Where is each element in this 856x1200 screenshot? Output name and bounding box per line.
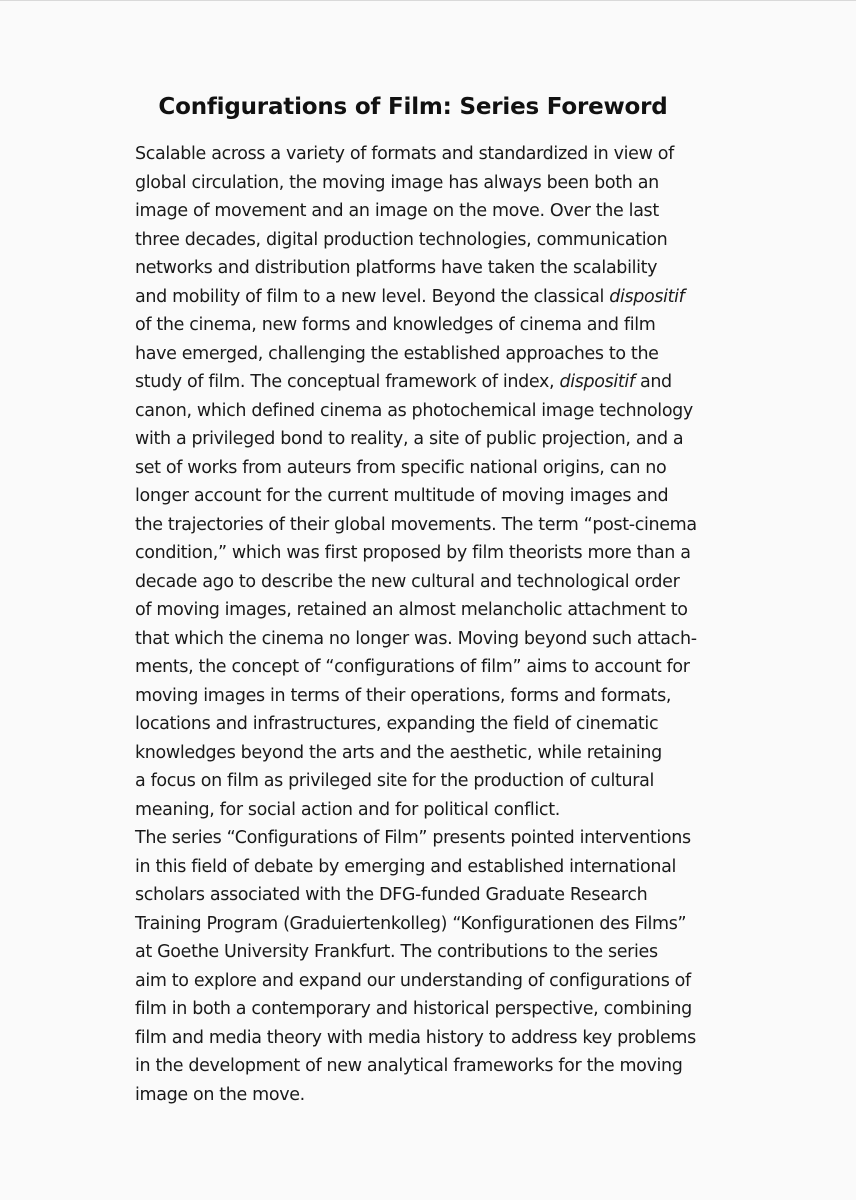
text-run: networks and distribution platforms have taken the scalability <box>135 258 658 278</box>
text-run: three decades, digital production technologies, communication <box>135 229 668 250</box>
text-run: Training Program (Graduiertenkolleg) “Konfigurationen des Films” <box>135 913 687 934</box>
text-line <box>135 425 725 454</box>
text-run: image of movement and an image on the move. Over the last <box>135 201 659 221</box>
text-line <box>135 710 725 739</box>
text-run: film in both a contemporary and historical perspective, combining <box>135 999 692 1019</box>
text-line <box>135 881 725 910</box>
text-line <box>135 682 725 711</box>
text-line <box>135 767 725 796</box>
text-run: that which the cinema no longer was. Moving beyond such attach- <box>135 628 697 649</box>
text-run: decade ago to describe the new cultural and technological order <box>135 571 680 592</box>
paragraph <box>135 140 725 824</box>
text-run: of the cinema, new forms and knowledges of cinema and film <box>135 315 656 335</box>
text-run: Scalable across a variety of formats and standardized in view of <box>135 144 674 164</box>
text-line <box>135 140 725 169</box>
text-line <box>135 995 725 1024</box>
text-run: aim to explore and expand our understanding of configurations of <box>135 970 691 991</box>
text-run: in the development of new analytical frameworks for the moving <box>135 1056 683 1076</box>
text-line <box>135 511 725 540</box>
text-line <box>135 568 725 597</box>
foreword-body <box>135 140 725 1109</box>
italic-term: dispositif <box>559 372 635 392</box>
text-line <box>135 938 725 967</box>
text-run: meaning, for social action and for political conflict. <box>135 799 560 820</box>
text-line <box>135 197 725 226</box>
paragraph <box>135 824 725 1109</box>
text-line <box>135 910 725 939</box>
page-title: Configurations of Film: Series Foreword <box>158 94 668 120</box>
text-run: of moving images, retained an almost melancholic attachment to <box>135 600 688 620</box>
text-line <box>135 454 725 483</box>
text-run: with a privileged bond to reality, a site of public projection, and a <box>135 429 684 449</box>
text-line <box>135 853 725 882</box>
text-line <box>135 283 725 312</box>
text-run: canon, which defined cinema as photochemical image technology <box>135 400 693 421</box>
text-run: in this field of debate by emerging and established international <box>135 856 676 877</box>
text-line <box>135 1052 725 1081</box>
text-line <box>135 739 725 768</box>
text-line <box>135 1081 725 1110</box>
italic-term: dispositif <box>609 286 685 307</box>
text-line <box>135 226 725 255</box>
text-line <box>135 397 725 426</box>
text-line <box>135 596 725 625</box>
text-line <box>135 254 725 283</box>
text-run: and <box>634 372 672 392</box>
text-run: longer account for the current multitude of moving images and <box>135 486 669 506</box>
text-run: at Goethe University Frankfurt. The contributions to the series <box>135 942 658 962</box>
text-line <box>135 1024 725 1053</box>
text-run: the trajectories of their global movements. The term “post-cinema <box>135 514 697 535</box>
text-run: condition,” which was first proposed by film theorists more than a <box>135 543 691 563</box>
text-line <box>135 311 725 340</box>
text-run: knowledges beyond the arts and the aesthetic, while retaining <box>135 742 662 763</box>
text-run: set of works from auteurs from specific national origins, can no <box>135 457 667 478</box>
text-run: study of film. The conceptual framework of index, <box>135 372 560 392</box>
text-line <box>135 169 725 198</box>
text-line <box>135 796 725 825</box>
text-run: The series “Configurations of Film” presents pointed interventions <box>135 828 691 848</box>
text-run: locations and infrastructures, expanding the field of cinematic <box>135 714 659 734</box>
text-run: ments, the concept of “configurations of film” aims to account for <box>135 657 690 677</box>
text-line <box>135 967 725 996</box>
text-run: and mobility of film to a new level. Beyond the classical <box>135 286 610 307</box>
text-run: scholars associated with the DFG-funded Graduate Research <box>135 885 648 905</box>
text-line <box>135 653 725 682</box>
text-line <box>135 539 725 568</box>
text-line <box>135 824 725 853</box>
text-run: have emerged, challenging the established approaches to the <box>135 343 659 364</box>
text-run: moving images in terms of their operations, forms and formats, <box>135 685 672 706</box>
text-line <box>135 368 725 397</box>
text-run: image on the move. <box>135 1084 305 1105</box>
text-line <box>135 482 725 511</box>
text-line <box>135 625 725 654</box>
text-run: global circulation, the moving image has always been both an <box>135 172 659 193</box>
text-run: film and media theory with media history to address key problems <box>135 1027 696 1048</box>
text-run: a focus on film as privileged site for the production of cultural <box>135 771 654 791</box>
text-line <box>135 340 725 369</box>
